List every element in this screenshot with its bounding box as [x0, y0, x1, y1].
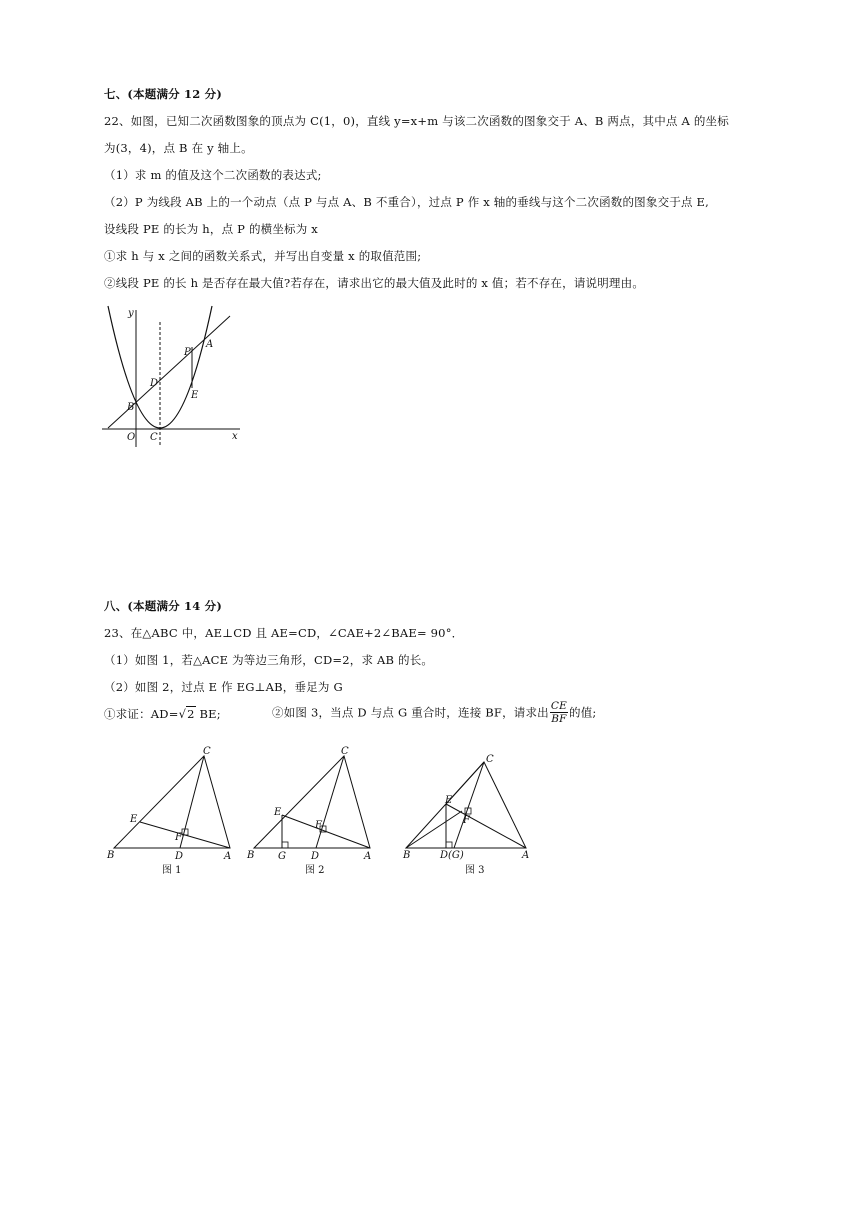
fig3-label-C: C: [486, 754, 494, 765]
problem-22-parabola-figure: [100, 300, 250, 450]
fig1-label-F: F: [175, 832, 182, 843]
fig1-label-E: E: [130, 814, 138, 825]
problem-22-question-2b: ②线段 PE 的长 h 是否存在最大值?若存在，请求出它的最大值及此时的 x 值；若不存在，请说明理由。: [104, 276, 645, 290]
q2a-suffix: BE;: [199, 707, 221, 721]
label-point-C: C: [150, 432, 158, 443]
fig3-label-F: F: [463, 815, 470, 826]
problem-22-text-line1: 22、如图，已知二次函数图象的顶点为 C(1，0)，直线 y=x+m 与该二次函数的图象交于 A、B 两点，其中点 A 的坐标: [104, 114, 729, 128]
figure-1-triangle: [104, 742, 239, 860]
fig2-label-B: B: [247, 850, 255, 860]
fig2-label-G: G: [278, 851, 286, 860]
label-x-axis: x: [232, 431, 238, 442]
problem-23-question-2b: [272, 700, 596, 725]
fraction-CE-over-BF: [550, 700, 568, 725]
fig3-label-DG: D(G): [440, 850, 464, 860]
problem-22-question-2-line2: 设线段 PE 的长为 h，点 P 的横坐标为 x: [104, 222, 318, 236]
figure-2-caption: 图 2: [305, 865, 325, 876]
fig1-label-C: C: [203, 746, 211, 757]
problem-23-question-2a: [104, 706, 221, 722]
fig2-label-A: A: [364, 851, 372, 860]
problem-23-text: 23、在△ABC 中，AE⊥CD 且 AE=CD，∠CAE+2∠BAE= 90°．: [104, 626, 464, 640]
problem-23-question-1: （1）如图 1，若△ACE 为等边三角形，CD=2，求 AB 的长。: [104, 653, 434, 667]
fig1-label-D: D: [175, 851, 184, 860]
label-point-P: P: [184, 347, 191, 358]
fig2-label-C: C: [341, 746, 349, 757]
label-point-E: E: [191, 390, 199, 401]
problem-22-question-2a: ①求 h 与 x 之间的函数关系式，并写出自变量 x 的取值范围;: [104, 249, 422, 263]
fig2-label-D: D: [311, 851, 320, 860]
section-8-heading: 八、(本题满分 14 分): [104, 599, 222, 613]
label-point-A: A: [206, 339, 214, 350]
fig3-label-B: B: [403, 850, 411, 860]
q2b-suffix: 的值;: [569, 705, 597, 720]
problem-22-text-line2: 为(3，4)，点 B 在 y 轴上。: [104, 141, 253, 155]
figure-1-caption: 图 1: [162, 865, 182, 876]
fig2-label-F: F: [315, 820, 322, 831]
fig1-label-A: A: [224, 851, 232, 860]
figure-2-triangle: [244, 742, 379, 860]
q2b-prefix: ②如图 3，当点 D 与点 G 重合时，连接 BF，请求出: [272, 705, 549, 720]
problem-22-question-2-line1: （2）P 为线段 AB 上的一个动点（点 P 与点 A、B 不重合），过点 P 作 x 轴的垂线与这个二次函数的图象交于点 E,: [104, 195, 709, 209]
section-7-heading: 七、(本题满分 12 分): [104, 87, 222, 101]
fig3-label-A: A: [522, 850, 530, 860]
label-y-axis: y: [128, 308, 134, 319]
fraction-denominator: BF: [551, 713, 567, 725]
sqrt-expression: √2: [178, 707, 195, 721]
label-origin-O: O: [127, 432, 136, 443]
problem-23-question-2: （2）如图 2，过点 E 作 EG⊥AB，垂足为 G: [104, 680, 343, 694]
fig1-label-B: B: [107, 850, 115, 860]
sqrt-radicand: 2: [187, 707, 195, 721]
fig3-label-E: E: [445, 795, 453, 806]
problem-22-question-1: （1）求 m 的值及这个二次函数的表达式;: [104, 168, 322, 182]
q2a-prefix: ①求证：AD=: [104, 707, 179, 721]
label-point-D: D: [150, 378, 159, 389]
fig2-label-E: E: [274, 807, 282, 818]
figure-3-triangle: [400, 752, 540, 860]
label-point-B: B: [127, 402, 135, 413]
fraction-numerator: CE: [550, 700, 567, 712]
figure-3-caption: 图 3: [465, 865, 485, 876]
